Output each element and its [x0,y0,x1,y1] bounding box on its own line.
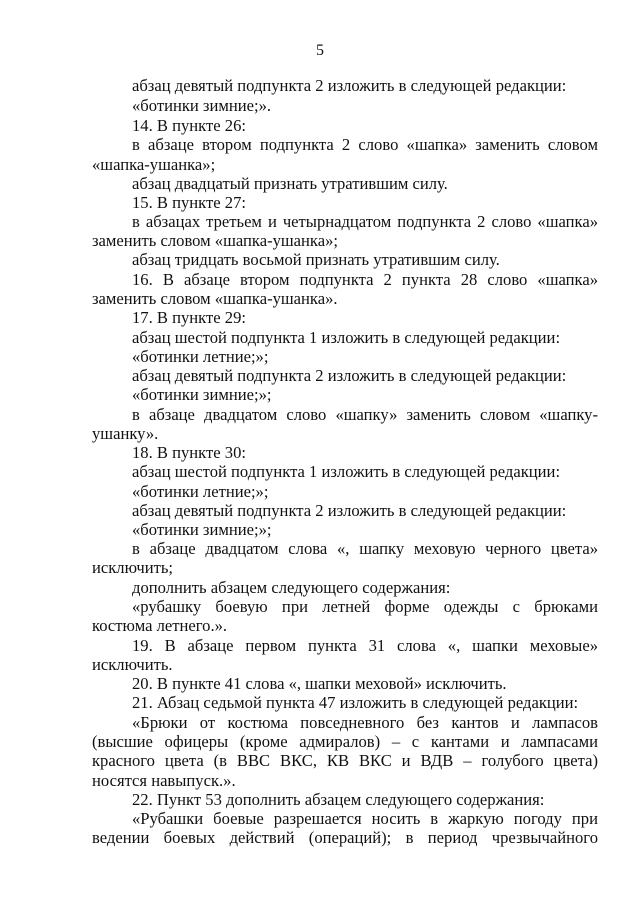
text-line: абзац девятый подпункта 2 изложить в следующей редакции: [132,366,567,385]
page-number: 5 [316,42,324,59]
text-line: в абзаце втором подпункта 2 слово «шапка» заменить словом [132,135,598,154]
text-line: абзац девятый подпункта 2 изложить в следующей редакции: [132,501,567,520]
text-line: 16. В абзаце втором подпункта 2 пункта 28 слово «шапка» [132,270,598,289]
text-line: в абзаце двадцатом слово «шапку» заменить словом «шапку- [132,405,598,424]
text-line: ушанку». [92,424,159,443]
text-line: 14. В пункте 26: [132,116,246,135]
text-line: красного цвета (в ВВС ВКС, КВ ВКС и ВДВ – голубого цвета) [92,751,598,770]
text-line: исключить; [92,558,174,577]
text-line: 15. В пункте 27: [132,193,246,212]
text-line: «ботинки летние;»; [132,347,269,366]
text-line: «Рубашки боевые разрешается носить в жаркую погоду при [132,809,598,828]
text-line: «ботинки зимние;»; [132,385,272,404]
text-line: «ботинки зимние;»; [132,520,272,539]
text-line: в абзаце двадцатом слова «, шапку меховую черного цвета» [132,539,598,558]
text-line: 21. Абзац седьмой пункта 47 изложить в следующей редакции: [132,693,579,712]
text-line: носятся навыпуск.». [92,771,236,790]
text-line: (высшие офицеры (кроме адмиралов) – с кантами и лампасами [92,732,598,751]
text-line: «рубашку боевую при летней форме одежды с брюками [132,597,598,616]
text-line: абзац шестой подпункта 1 изложить в следующей редакции: [132,462,561,481]
text-line: «шапка-ушанка»; [92,155,216,174]
text-line: в абзацах третьем и четырнадцатом подпункта 2 слово «шапка» [132,212,598,231]
text-line: костюма летнего.». [92,616,228,635]
text-line: 22. Пункт 53 дополнить абзацем следующего содержания: [132,790,545,809]
text-line: дополнить абзацем следующего содержания: [132,578,451,597]
text-line: 18. В пункте 30: [132,443,246,462]
text-line: абзац шестой подпункта 1 изложить в следующей редакции: [132,328,561,347]
text-line: 19. В абзаце первом пункта 31 слова «, шапки меховые» [132,636,598,655]
text-line: 17. В пункте 29: [132,308,246,327]
text-line: абзац тридцать восьмой признать утратившим силу. [132,250,500,269]
text-line: «ботинки летние;»; [132,482,269,501]
text-line: «Брюки от костюма повседневного без кантов и лампасов [132,713,598,732]
text-line: исключить. [92,655,173,674]
text-line: 20. В пункте 41 слова «, шапки меховой» исключить. [132,674,507,693]
text-line: ведении боевых действий (операций); в период чрезвычайного [92,828,598,847]
text-line: абзац двадцатый признать утратившим силу. [132,174,448,193]
text-line: заменить словом «шапка-ушанка». [92,289,338,308]
text-line: абзац девятый подпункта 2 изложить в следующей редакции: [132,76,567,95]
text-line: заменить словом «шапка-ушанка»; [92,231,339,250]
text-line: «ботинки зимние;». [132,96,272,115]
